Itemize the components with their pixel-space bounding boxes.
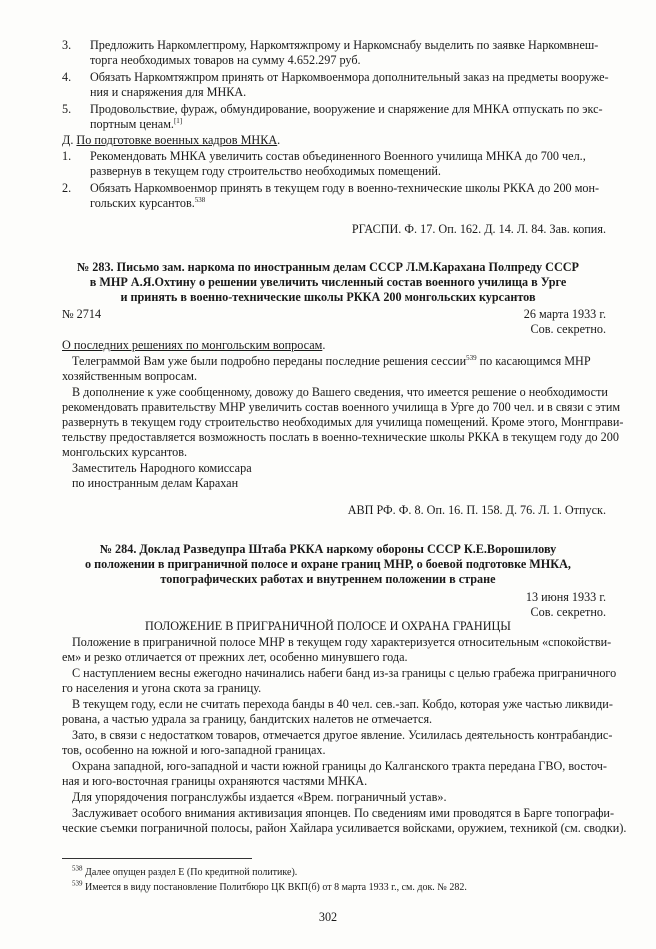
heading-d: Д. По подготовке военных кадров МНКА. xyxy=(62,133,281,147)
d-item-1-number: 1. xyxy=(62,149,72,163)
doc284-classification: Сов. секретно. xyxy=(530,605,606,619)
doc284-title-line1: № 284. Доклад Разведупра Штаба РККА наркому обороны СССР К.Е.Ворошилову xyxy=(99,542,557,556)
doc283-title-line1: № 283. Письмо зам. наркома по иностранным делам СССР Л.М.Карахана Полпреду СССР xyxy=(76,260,579,274)
footnote-538: $^{538}$ Далее опущен раздел Е (По кредитной политике). xyxy=(72,864,298,878)
item-4-number: 4. xyxy=(62,70,72,84)
doc284-p4-line2: тов, особенно на южной и юго-западной границах. xyxy=(62,743,326,757)
doc283-p2-line4: тельству предоставляется возможность послать в военно-технические школы РККА в текущем году до 200 xyxy=(62,430,619,444)
item-5-line2: портным ценам.[1] xyxy=(90,116,183,131)
doc284-p3-line2: рована, а частью удрала за границу, бандитских налетов не отмечается. xyxy=(62,712,433,726)
doc283-p2-line3: развернуть в текущем году строительство необходимых для училища помещений. Кроме этого, Монгправи- xyxy=(62,415,624,429)
doc283-p2-line2: рекомендовать правительству МНР увеличить состав военного училища в Урге до 700 чел. и в связи с этим xyxy=(62,400,621,414)
d-item-2-line1: Обязать Наркомвоенмор принять в текущем году в военно-технические школы РККА до 200 мон- xyxy=(90,181,600,195)
footnote-marker: 539 xyxy=(466,353,477,362)
item-5-line1: Продовольствие, фураж, обмундирование, вооружение и снаряжение для МНКА отпускать по экс- xyxy=(90,102,603,116)
d-item-1-line2: развернув в текущем году строительство необходимых помещений. xyxy=(90,164,441,178)
doc283-p2-line5: монгольских курсантов. xyxy=(62,445,188,459)
footnote-marker: [1] xyxy=(173,116,183,125)
doc284-p5-line1: Охрана западной, юго-западной и части южной границы до Калганского тракта передана ГВО, восточ- xyxy=(72,759,607,773)
doc283-date: 26 марта 1933 г. xyxy=(523,307,606,321)
doc283-p1-line2: хозяйственным вопросам. xyxy=(62,369,197,383)
d-item-2-line2: гольских курсантов.$^{538}$ xyxy=(90,195,206,210)
footnote-separator xyxy=(62,858,252,859)
doc283-archive-source: АВП РФ. Ф. 8. Оп. 16. П. 158. Д. 76. Л. 1. Отпуск. xyxy=(347,503,606,517)
doc284-p6-line1: Для упорядочения погранслужбы издается «Врем. пограничный устав». xyxy=(72,790,447,804)
doc283-title-line2: в МНР А.Я.Охтину о решении увеличить численный состав военного училища в Урге xyxy=(89,275,567,289)
doc283-number: № 2714 xyxy=(62,307,102,321)
item-5-number: 5. xyxy=(62,102,72,116)
item-3-line1: Предложить Наркомлегпрому, Наркомтяжпрому и Наркомснабу выделить по заявке Наркомвнеш- xyxy=(90,38,599,52)
footnote-539: $^{539}$ Имеется в виду постановление Политбюро ЦК ВКП(б) от 8 марта 1933 г., см. док. № 282. xyxy=(72,879,467,893)
doc284-p7-line2: ческие съемки пограничной полосы, район Хайлара усиливается войсками, оружием, техникой (см. сводки). xyxy=(62,821,627,835)
doc283-signature-line1: Заместитель Народного комиссара xyxy=(72,461,252,475)
doc283-p1-line1: Телеграммой Вам уже были подробно переданы последние решения сессии$^{539}$ по касающимся МНР xyxy=(72,353,591,368)
doc284-p1-line1: Положение в приграничной полосе МНР в текущем году характеризуется относительным «спокойстви- xyxy=(72,635,612,649)
doc284-p5-line2: ная и юго-восточная границы охраняются частями МНКА. xyxy=(62,774,368,788)
doc283-p2-line1: В дополнение к уже сообщенному, довожу до Вашего сведения, что имеется решение о необходимости xyxy=(72,385,608,399)
footnote-marker: 538 xyxy=(194,195,206,204)
item-4-line2: ния и снаряжения для МНКА. xyxy=(90,85,247,99)
doc284-title-line2: о положении в приграничной полосе и охране границ МНР, о боевой подготовке МНКА, xyxy=(85,557,571,571)
doc284-p2-line2: го населения и угона скота за границу. xyxy=(62,681,262,695)
doc283-title-line3: и принять в военно-технические школы РККА 200 монгольских курсантов xyxy=(120,290,536,304)
doc284-section-heading: ПОЛОЖЕНИЕ В ПРИГРАНИЧНОЙ ПОЛОСЕ И ОХРАНА ГРАНИЦЫ xyxy=(145,619,511,633)
doc284-p3-line1: В текущем году, если не считать перехода банды в 40 чел. сев.-зап. Кобдо, которая уже частью ликвиди- xyxy=(72,697,613,711)
doc284-p1-line2: ем» и резко отличается от прежних лет, особенно минувшего года. xyxy=(62,650,408,664)
doc284-p7-line1: Заслуживает особого внимания активизация японцев. По сведениям ими проводятся в Барге топографи- xyxy=(72,806,614,820)
d-item-1-line1: Рекомендовать МНКА увеличить состав объединенного Военного училища МНКА до 700 чел., xyxy=(90,149,586,163)
doc283-subject: О последних решениях по монгольским вопросам. xyxy=(62,338,326,352)
doc284-p2-line1: С наступлением весны ежегодно начинались набеги банд из-за границы с целью грабежа приграничного xyxy=(72,666,617,680)
item-4-line1: Обязать Наркомтяжпром принять от Наркомвоенмора дополнительный заказ на предметы вооруже- xyxy=(90,70,609,84)
d-item-2-number: 2. xyxy=(62,181,72,195)
doc283-signature-line2: по иностранным делам Карахан xyxy=(72,476,239,490)
heading-d-underlined: По подготовке военных кадров МНКА xyxy=(76,133,278,147)
doc284-title-line3: топографических работах и внутреннем положении в стране xyxy=(160,572,496,586)
doc283-classification: Сов. секретно. xyxy=(530,322,606,336)
item-3-number: 3. xyxy=(62,38,72,52)
page-number: 302 xyxy=(318,910,338,924)
doc284-p4-line1: Зато, в связи с недостатком товаров, отмечается другое явление. Усилилась деятельность контрабандис- xyxy=(72,728,613,742)
item-3-line2: торга необходимых товаров на сумму 4.652.297 руб. xyxy=(90,53,361,67)
doc284-date: 13 июня 1933 г. xyxy=(525,590,606,604)
archive-source: РГАСПИ. Ф. 17. Оп. 162. Д. 14. Л. 84. Зав. копия. xyxy=(351,222,606,236)
